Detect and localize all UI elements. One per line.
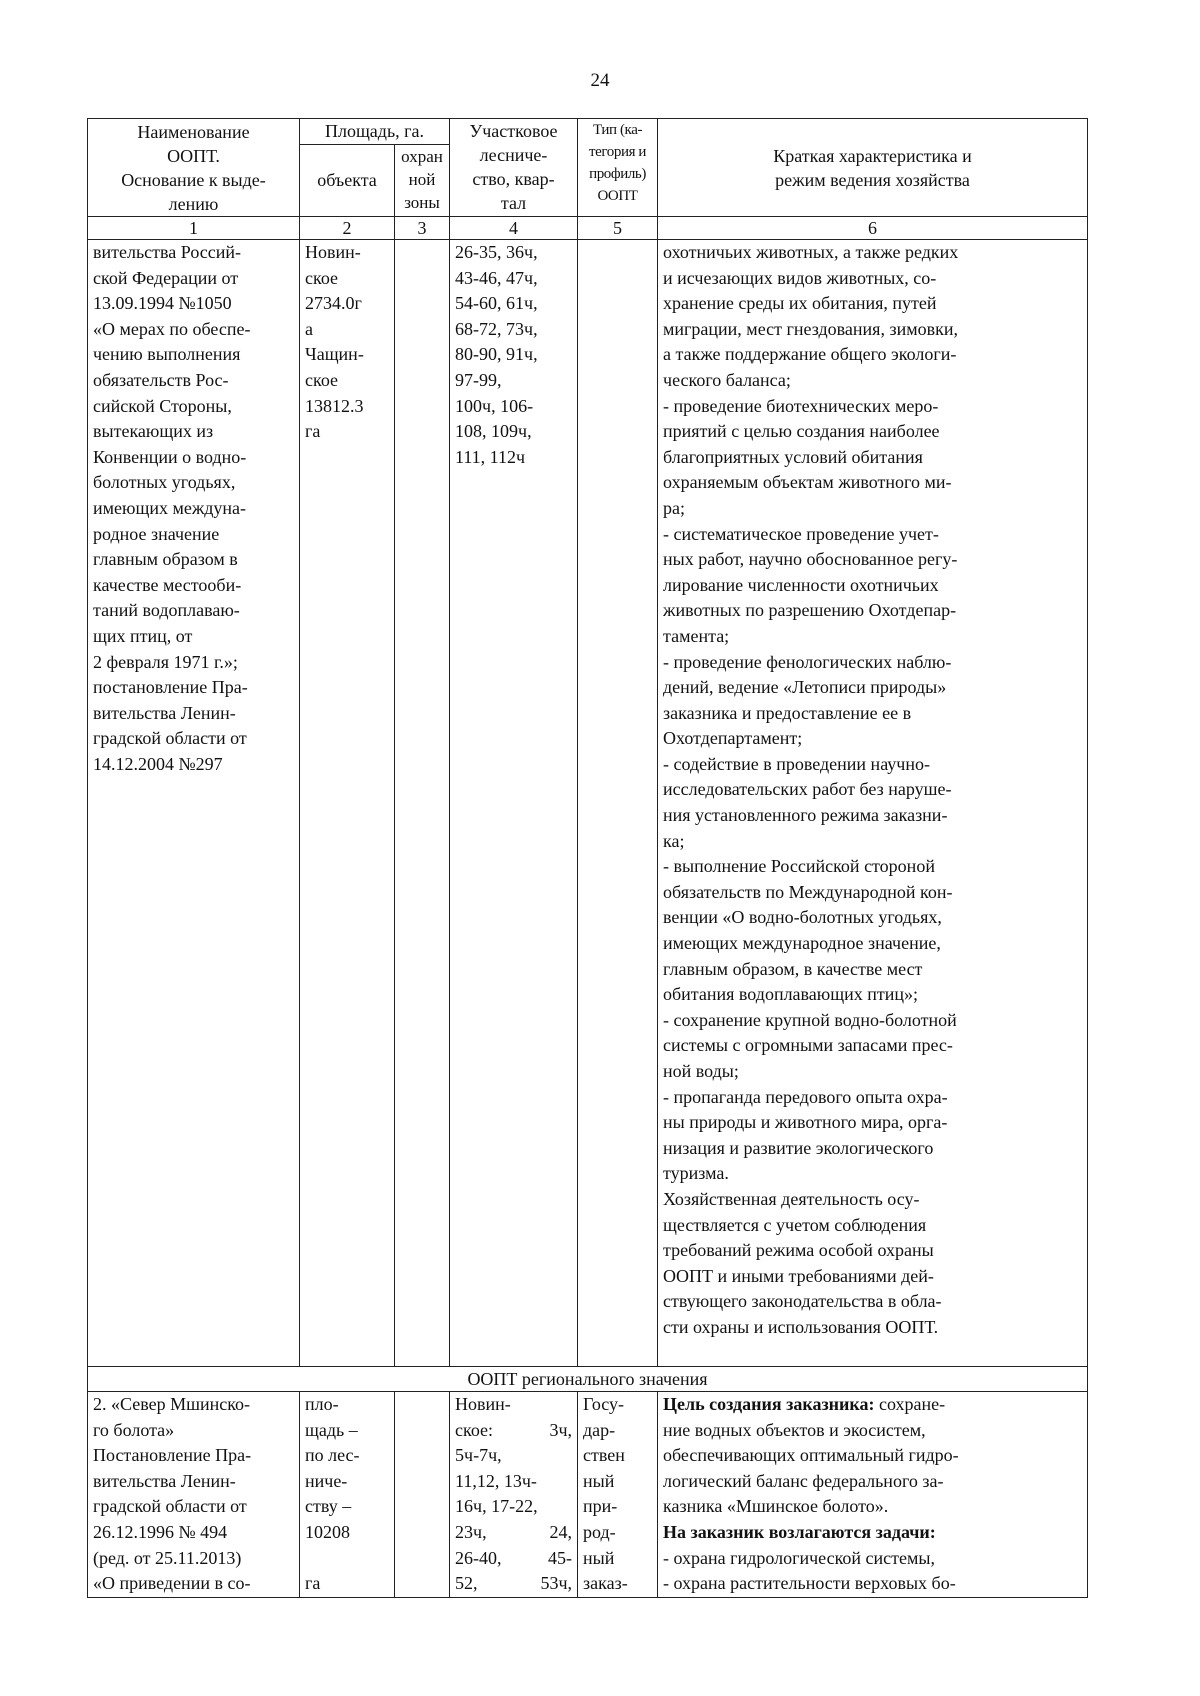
- forestry-quarter-line: [455, 1392, 572, 1418]
- header-buffer-zone-area: охран ной зоны: [395, 144, 450, 216]
- row2-name-basis: 2. «Север Мшинско- го болота» Постановление Пра- вительства Ленин- градской области от 26.12.1996 № 494 (ред. от 25.11.2013) «О приведении в со-: [88, 1392, 300, 1598]
- forestry-quarter-fragment: 53ч,: [540, 1573, 573, 1594]
- column-number: 1: [88, 217, 300, 240]
- tasks-text: - охрана гидрологической системы, - охрана растительности верховых бо-: [663, 1547, 956, 1594]
- forestry-quarter-fragment: 45-: [548, 1547, 573, 1568]
- goal-label: Цель создания заказника:: [663, 1394, 875, 1414]
- row1-characteristics: охотничьих животных, а также редких и исчезающих видов животных, со- хранение среды их обитания, путей миграции, мест гнездования, зимовки, а также поддержание общего экологи- ческого баланса; - проведение биотехнических меро- приятий с целью создания наиболее благоприятных условий обитания охраняемым объектам животного ми- ра; - систематическое проведение учет- ных работ, научно обоснованное регу- лирование численности охотничьих животных по разрешению Охотдепар- тамента; - проведение фенологических наблю- дений, ведение «Летописи природы» заказника и предоставление ее в Охотдепартамент; - содействие в проведении научно- исследовательских работ без наруше- ния установленного режима заказни- ка; - выполнение Российской стороной обязательств по Международной кон- венции «О водно-болотных угодьях, имеющих международное значение, главным образом, в качестве мест обитания водоплавающих птиц»; - сохранение крупной водно-болотной системы с огромными запасами прес- ной воды; - пропаганда передового опыта охра- ны природы и животного мира, орга- низация и развитие экологического туризма. Хозяйственная деятельность осу- ществляется с учетом соблюдения требований режима особой охраны ООПТ и иными требованиями дей- ствующего законодательства в обла- сти охраны и использования ООПТ.: [658, 240, 1088, 1367]
- row1-object-area: Новин- ское 2734.0г а Чащин- ское 13812.3 га: [300, 240, 395, 1367]
- forestry-quarter-fragment: ское:: [455, 1419, 494, 1440]
- column-number: 4: [450, 217, 578, 240]
- table-row: [88, 240, 1088, 1367]
- row2-buffer-zone: [395, 1392, 450, 1598]
- header-name-basis: Наименование ООПТ. Основание к выде- лению: [88, 119, 300, 217]
- header-forestry-quarter: Участковое лесниче- ство, квар- тал: [450, 119, 578, 217]
- forestry-quarter-fragment: 24,: [549, 1521, 573, 1542]
- protected-areas-table: [87, 118, 1088, 1598]
- forestry-quarter-line: [455, 1418, 572, 1444]
- header-type: Тип (ка- тегория и профиль) ООПТ: [578, 119, 658, 217]
- row2-characteristics: [658, 1392, 1088, 1598]
- table-row: [88, 1392, 1088, 1598]
- forestry-quarter-fragment: 52,: [455, 1573, 478, 1594]
- row1-type: [578, 240, 658, 1367]
- row2-forestry-quarter: [450, 1392, 578, 1598]
- row1-buffer-zone: [395, 240, 450, 1367]
- forestry-quarter-line: [455, 1443, 572, 1469]
- section-title: ООПТ регионального значения: [88, 1367, 1088, 1392]
- row2-object-area: пло- щадь – по лес- ниче- ству – 10208 га: [300, 1392, 395, 1598]
- header-area-group: Площадь, га.: [300, 119, 450, 145]
- goal-text: сохране- ние водных объектов и экосистем, обеспечивающих оптимальный гидро- логический баланс федерального за- казника «Мшинское болото».: [663, 1394, 959, 1517]
- column-numbers-row: [88, 217, 1088, 240]
- header-characteristics: Краткая характеристика и режим ведения хозяйства: [658, 119, 1088, 217]
- column-number: 2: [300, 217, 395, 240]
- forestry-quarter-fragment: 26-40,: [455, 1547, 502, 1568]
- column-number: 5: [578, 217, 658, 240]
- forestry-quarter-fragment: 5ч-7ч,: [455, 1445, 502, 1466]
- forestry-quarter-fragment: Новин-: [455, 1394, 511, 1414]
- forestry-quarter-line: [455, 1546, 572, 1572]
- forestry-quarter-line: [455, 1571, 572, 1597]
- forestry-quarter-fragment: 3ч,: [549, 1419, 573, 1440]
- column-number: 6: [658, 217, 1088, 240]
- forestry-quarter-fragment: 11,12, 13ч-: [455, 1470, 537, 1491]
- row1-name-basis: вительства Россий- ской Федерации от 13.09.1994 №1050 «О мерах по обеспе- чению выполнения обязательств Рос- сийской Стороны, вытекающих из Конвенции о водно- болотных угодьях, имеющих междуна- родное значение главным образом в качестве местооби- таний водоплаваю- щих птиц, от 2 февраля 1971 г.»; постановление Пра- вительства Ленин- градской области от 14.12.2004 №297: [88, 240, 300, 1367]
- page-number: 24: [590, 70, 610, 91]
- section-header-row: [88, 1367, 1088, 1392]
- header-object-area: объекта: [300, 144, 395, 216]
- forestry-quarter-fragment: 23ч,: [455, 1521, 487, 1542]
- table-header-row: [88, 119, 1088, 145]
- row1-forestry-quarter: 26-35, 36ч, 43-46, 47ч, 54-60, 61ч, 68-72, 73ч, 80-90, 91ч, 97-99, 100ч, 106- 108, 109ч, 111, 112ч: [450, 240, 578, 1367]
- forestry-quarter-line: [455, 1520, 572, 1546]
- forestry-quarter-fragment: 16ч, 17-22,: [455, 1496, 538, 1517]
- forestry-quarter-line: [455, 1469, 572, 1495]
- forestry-quarter-line: [455, 1494, 572, 1520]
- column-number: 3: [395, 217, 450, 240]
- tasks-label: На заказник возлагаются задачи:: [663, 1521, 936, 1542]
- row2-type: Госу- дар- ствен ный при- род- ный заказ-: [578, 1392, 658, 1598]
